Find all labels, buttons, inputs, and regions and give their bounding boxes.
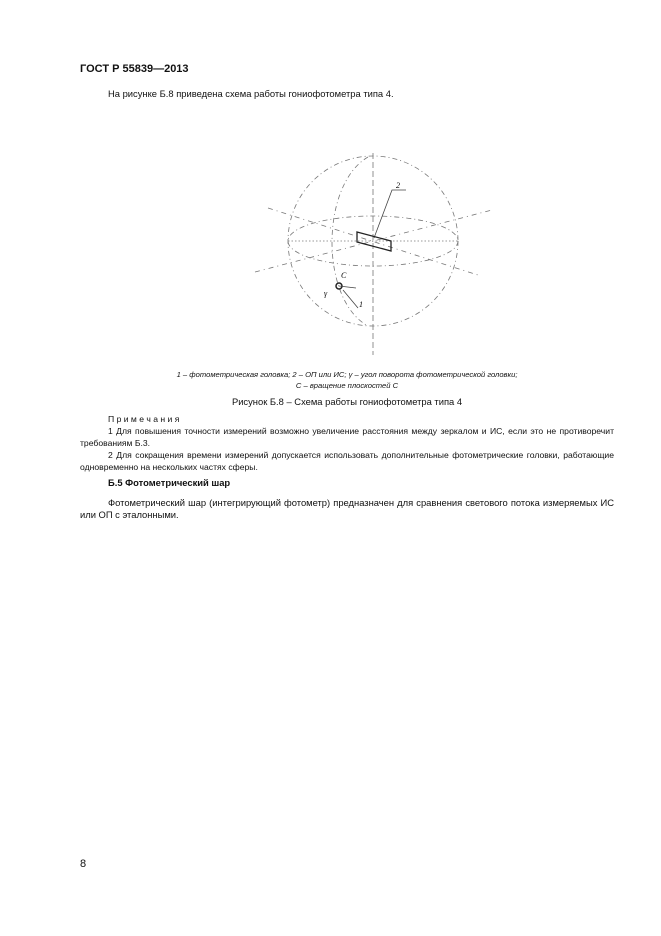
figure-title: Рисунок Б.8 – Схема работы гониофотометра типа 4	[231, 396, 463, 407]
section-heading: Б.5 Фотометрический шар	[108, 477, 231, 488]
note-1: 1 Для повышения точности измерений возможно увеличение расстояния между зеркалом и ИС, если это не противоречит требованиям Б.3.	[80, 426, 614, 448]
label-c: C	[341, 271, 347, 280]
light-source-box	[357, 232, 391, 251]
section-body: Фотометрический шар (интегрирующий фотометр) предназначен для сравнения светового потока измеряемых ИС или ОП с эталонными.	[80, 497, 614, 520]
notes-heading: П р и м е ч а н и я	[108, 414, 180, 424]
note-2: 2 Для сокращения времени измерений допускается использовать дополнительные фотометрические головки, работающие одновременно на нескольких частях сферы.	[80, 450, 614, 472]
figure-legend-1: 1 – фотометрическая головка; 2 – ОП или ИС; γ – угол поворота фотометрической головки;	[176, 370, 518, 379]
intro-paragraph: На рисунке Б.8 приведена схема работы гониофотометра типа 4.	[108, 88, 394, 99]
document-header: ГОСТ Р 55839—2013	[80, 63, 189, 75]
label-2: 2	[396, 181, 400, 190]
leader-1	[343, 290, 358, 308]
page-number: 8	[80, 858, 87, 870]
figure-legend-2: C – вращение плоскостей C	[295, 381, 399, 390]
label-1: 1	[359, 300, 363, 309]
leader-2	[374, 190, 406, 238]
label-gamma: γ	[324, 289, 328, 298]
